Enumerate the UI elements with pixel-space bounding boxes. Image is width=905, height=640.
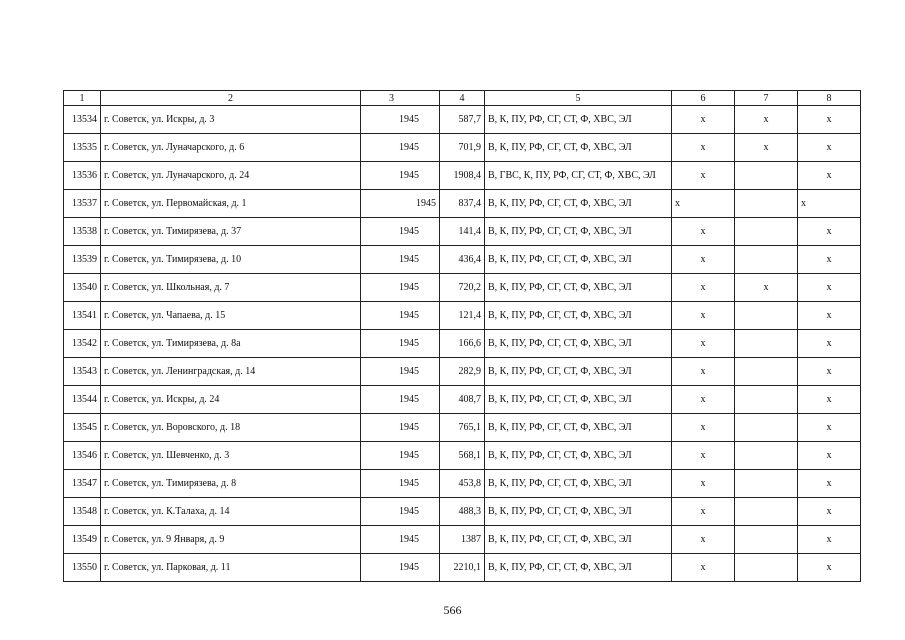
flag-col-7-cell xyxy=(735,218,798,246)
row-number-cell: 13540 xyxy=(64,274,101,302)
build-year-cell: 1945 xyxy=(361,106,440,134)
flag-col-6-cell: х xyxy=(672,526,735,554)
header-cell-2: 2 xyxy=(101,91,361,106)
area-cell: 587,7 xyxy=(440,106,485,134)
table-row xyxy=(64,498,861,526)
row-number-cell: 13536 xyxy=(64,162,101,190)
header-cell-3: 3 xyxy=(361,91,440,106)
flag-col-8-cell: х xyxy=(798,134,861,162)
table-row xyxy=(64,134,861,162)
row-number-cell: 13547 xyxy=(64,470,101,498)
row-number-cell: 13544 xyxy=(64,386,101,414)
utilities-cell: В, К, ПУ, РФ, СГ, СТ, Ф, ХВС, ЭЛ xyxy=(485,246,672,274)
area-cell: 2210,1 xyxy=(440,554,485,582)
build-year-cell: 1945 xyxy=(361,386,440,414)
build-year-cell: 1945 xyxy=(361,414,440,442)
utilities-cell: В, К, ПУ, РФ, СГ, СТ, Ф, ХВС, ЭЛ xyxy=(485,134,672,162)
flag-col-7-cell xyxy=(735,330,798,358)
flag-col-7-cell xyxy=(735,470,798,498)
address-cell: г. Советск, ул. Первомайская, д. 1 xyxy=(101,190,361,218)
table-row xyxy=(64,358,861,386)
flag-col-7-cell: х xyxy=(735,134,798,162)
row-number-cell: 13549 xyxy=(64,526,101,554)
address-cell: г. Советск, ул. Искры, д. 24 xyxy=(101,386,361,414)
flag-col-6-cell: х xyxy=(672,218,735,246)
table-row xyxy=(64,106,861,134)
row-number-cell: 13539 xyxy=(64,246,101,274)
build-year-cell: 1945 xyxy=(361,442,440,470)
flag-col-6-cell: х xyxy=(672,134,735,162)
row-number-cell: 13535 xyxy=(64,134,101,162)
flag-col-8-cell: х xyxy=(798,218,861,246)
table-body xyxy=(64,91,861,582)
utilities-cell: В, К, ПУ, РФ, СГ, СТ, Ф, ХВС, ЭЛ xyxy=(485,358,672,386)
row-number-cell: 13545 xyxy=(64,414,101,442)
table-row xyxy=(64,274,861,302)
utilities-cell: В, К, ПУ, РФ, СГ, СТ, Ф, ХВС, ЭЛ xyxy=(485,302,672,330)
address-cell: г. Советск, ул. Ленинградская, д. 14 xyxy=(101,358,361,386)
flag-col-7-cell xyxy=(735,498,798,526)
flag-col-7-cell xyxy=(735,526,798,554)
table-row xyxy=(64,162,861,190)
header-cell-1: 1 xyxy=(64,91,101,106)
utilities-cell: В, К, ПУ, РФ, СГ, СТ, Ф, ХВС, ЭЛ xyxy=(485,106,672,134)
table-row xyxy=(64,470,861,498)
area-cell: 1387 xyxy=(440,526,485,554)
area-cell: 837,4 xyxy=(440,190,485,218)
area-cell: 701,9 xyxy=(440,134,485,162)
utilities-cell: В, К, ПУ, РФ, СГ, СТ, Ф, ХВС, ЭЛ xyxy=(485,330,672,358)
utilities-cell: В, К, ПУ, РФ, СГ, СТ, Ф, ХВС, ЭЛ xyxy=(485,498,672,526)
utilities-cell: В, К, ПУ, РФ, СГ, СТ, Ф, ХВС, ЭЛ xyxy=(485,470,672,498)
flag-col-6-cell: х xyxy=(672,470,735,498)
area-cell: 720,2 xyxy=(440,274,485,302)
header-cell-7: 7 xyxy=(735,91,798,106)
flag-col-7-cell xyxy=(735,554,798,582)
flag-col-8-cell: х xyxy=(798,386,861,414)
flag-col-8-cell: х xyxy=(798,358,861,386)
utilities-cell: В, К, ПУ, РФ, СГ, СТ, Ф, ХВС, ЭЛ xyxy=(485,386,672,414)
flag-col-8-cell: х xyxy=(798,414,861,442)
table-row xyxy=(64,302,861,330)
row-number-cell: 13548 xyxy=(64,498,101,526)
build-year-cell: 1945 xyxy=(361,526,440,554)
flag-col-7-cell: х xyxy=(735,106,798,134)
header-cell-8: 8 xyxy=(798,91,861,106)
address-cell: г. Советск, ул. Тимирязева, д. 8 xyxy=(101,470,361,498)
address-cell: г. Советск, ул. 9 Января, д. 9 xyxy=(101,526,361,554)
flag-col-6-cell: х xyxy=(672,246,735,274)
register-table xyxy=(63,90,861,582)
table-row xyxy=(64,330,861,358)
flag-col-6-cell: х xyxy=(672,274,735,302)
table-row xyxy=(64,246,861,274)
flag-col-7-cell xyxy=(735,386,798,414)
utilities-cell: В, К, ПУ, РФ, СГ, СТ, Ф, ХВС, ЭЛ xyxy=(485,274,672,302)
utilities-cell: В, К, ПУ, РФ, СГ, СТ, Ф, ХВС, ЭЛ xyxy=(485,414,672,442)
area-cell: 282,9 xyxy=(440,358,485,386)
area-cell: 141,4 xyxy=(440,218,485,246)
flag-col-6-cell: х xyxy=(672,386,735,414)
build-year-cell: 1945 xyxy=(361,134,440,162)
header-cell-4: 4 xyxy=(440,91,485,106)
flag-col-8-cell: х xyxy=(798,554,861,582)
build-year-cell: 1945 xyxy=(361,554,440,582)
area-cell: 453,8 xyxy=(440,470,485,498)
address-cell: г. Советск, ул. Шевченко, д. 3 xyxy=(101,442,361,470)
flag-col-6-cell: х xyxy=(672,106,735,134)
address-cell: г. Советск, ул. Чапаева, д. 15 xyxy=(101,302,361,330)
flag-col-6-cell: х xyxy=(672,190,735,218)
build-year-cell: 1945 xyxy=(361,330,440,358)
area-cell: 1908,4 xyxy=(440,162,485,190)
flag-col-8-cell: х xyxy=(798,498,861,526)
table-row xyxy=(64,442,861,470)
flag-col-7-cell xyxy=(735,246,798,274)
flag-col-8-cell: х xyxy=(798,162,861,190)
utilities-cell: В, К, ПУ, РФ, СГ, СТ, Ф, ХВС, ЭЛ xyxy=(485,526,672,554)
flag-col-8-cell: х xyxy=(798,246,861,274)
address-cell: г. Советск, ул. Школьная, д. 7 xyxy=(101,274,361,302)
flag-col-8-cell: х xyxy=(798,106,861,134)
area-cell: 408,7 xyxy=(440,386,485,414)
flag-col-8-cell: х xyxy=(798,526,861,554)
row-number-cell: 13538 xyxy=(64,218,101,246)
flag-col-8-cell: х xyxy=(798,190,861,218)
header-cell-6: 6 xyxy=(672,91,735,106)
page-number: 566 xyxy=(443,603,462,617)
table-header-row xyxy=(64,91,861,106)
row-number-cell: 13543 xyxy=(64,358,101,386)
row-number-cell: 13541 xyxy=(64,302,101,330)
table-row xyxy=(64,386,861,414)
build-year-cell: 1945 xyxy=(361,302,440,330)
area-cell: 121,4 xyxy=(440,302,485,330)
table-row xyxy=(64,554,861,582)
flag-col-7-cell xyxy=(735,302,798,330)
build-year-cell: 1945 xyxy=(361,358,440,386)
flag-col-8-cell: х xyxy=(798,470,861,498)
build-year-cell: 1945 xyxy=(361,190,440,218)
flag-col-7-cell xyxy=(735,442,798,470)
flag-col-8-cell: х xyxy=(798,330,861,358)
table-row xyxy=(64,190,861,218)
table-row xyxy=(64,526,861,554)
flag-col-6-cell: х xyxy=(672,498,735,526)
utilities-cell: В, К, ПУ, РФ, СГ, СТ, Ф, ХВС, ЭЛ xyxy=(485,190,672,218)
flag-col-6-cell: х xyxy=(672,358,735,386)
flag-col-7-cell: х xyxy=(735,274,798,302)
build-year-cell: 1945 xyxy=(361,162,440,190)
utilities-cell: В, К, ПУ, РФ, СГ, СТ, Ф, ХВС, ЭЛ xyxy=(485,218,672,246)
area-cell: 765,1 xyxy=(440,414,485,442)
address-cell: г. Советск, ул. Луначарского, д. 6 xyxy=(101,134,361,162)
flag-col-8-cell: х xyxy=(798,442,861,470)
flag-col-6-cell: х xyxy=(672,414,735,442)
row-number-cell: 13546 xyxy=(64,442,101,470)
flag-col-7-cell xyxy=(735,162,798,190)
build-year-cell: 1945 xyxy=(361,498,440,526)
build-year-cell: 1945 xyxy=(361,274,440,302)
row-number-cell: 13537 xyxy=(64,190,101,218)
flag-col-6-cell: х xyxy=(672,330,735,358)
area-cell: 488,3 xyxy=(440,498,485,526)
table-row xyxy=(64,218,861,246)
table-row xyxy=(64,414,861,442)
flag-col-6-cell: х xyxy=(672,442,735,470)
row-number-cell: 13542 xyxy=(64,330,101,358)
address-cell: г. Советск, ул. Тимирязева, д. 37 xyxy=(101,218,361,246)
row-number-cell: 13534 xyxy=(64,106,101,134)
row-number-cell: 13550 xyxy=(64,554,101,582)
flag-col-6-cell: х xyxy=(672,162,735,190)
flag-col-6-cell: х xyxy=(672,554,735,582)
build-year-cell: 1945 xyxy=(361,470,440,498)
flag-col-7-cell xyxy=(735,358,798,386)
build-year-cell: 1945 xyxy=(361,218,440,246)
flag-col-8-cell: х xyxy=(798,302,861,330)
area-cell: 436,4 xyxy=(440,246,485,274)
flag-col-6-cell: х xyxy=(672,302,735,330)
utilities-cell: В, К, ПУ, РФ, СГ, СТ, Ф, ХВС, ЭЛ xyxy=(485,442,672,470)
header-cell-5: 5 xyxy=(485,91,672,106)
area-cell: 568,1 xyxy=(440,442,485,470)
build-year-cell: 1945 xyxy=(361,246,440,274)
utilities-cell: В, К, ПУ, РФ, СГ, СТ, Ф, ХВС, ЭЛ xyxy=(485,554,672,582)
flag-col-7-cell xyxy=(735,414,798,442)
utilities-cell: В, ГВС, К, ПУ, РФ, СГ, СТ, Ф, ХВС, ЭЛ xyxy=(485,162,672,190)
address-cell: г. Советск, ул. Тимирязева, д. 10 xyxy=(101,246,361,274)
area-cell: 166,6 xyxy=(440,330,485,358)
address-cell: г. Советск, ул. Луначарского, д. 24 xyxy=(101,162,361,190)
address-cell: г. Советск, ул. Искры, д. 3 xyxy=(101,106,361,134)
address-cell: г. Советск, ул. К.Талаха, д. 14 xyxy=(101,498,361,526)
address-cell: г. Советск, ул. Парковая, д. 11 xyxy=(101,554,361,582)
address-cell: г. Советск, ул. Воровского, д. 18 xyxy=(101,414,361,442)
flag-col-8-cell: х xyxy=(798,274,861,302)
address-cell: г. Советск, ул. Тимирязева, д. 8а xyxy=(101,330,361,358)
flag-col-7-cell xyxy=(735,190,798,218)
